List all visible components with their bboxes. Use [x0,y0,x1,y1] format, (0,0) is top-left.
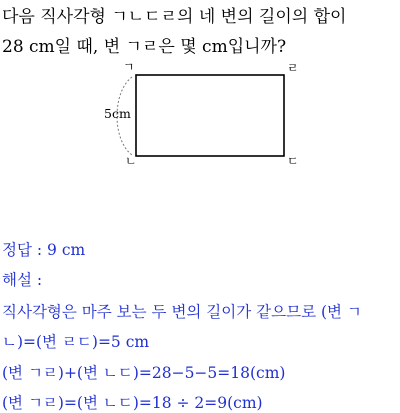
explanation-line-4: (변 ㄱㄹ)=(변 ㄴㄷ)=18 ÷ 2=9(cm) [2,394,263,412]
vertex-label-top-right: ㄹ [287,61,299,75]
explanation-line-1: 직사각형은 마주 보는 두 변의 길이가 같으므로 (변 ㄱ [2,303,362,321]
vertex-label-bottom-left: ㄴ [125,154,137,168]
question-line-1: 다음 직사각형 ㄱㄴㄷㄹ의 네 변의 길이의 합이 [2,7,347,27]
answer-label: 정답 : [2,241,43,259]
explanation-line-3: (변 ㄱㄹ)+(변 ㄴㄷ)=28−5−5=18(cm) [2,364,286,382]
answer-line [2,238,85,260]
vertex-label-bottom-right: ㄷ [287,154,299,168]
vertex-label-top-left: ㄱ [123,60,135,74]
rectangle-shape [136,75,284,156]
answer-value: 9 cm [47,241,86,259]
explanation-label: 해설 : [2,271,43,289]
explanation-line-2: ㄴ)=(변 ㄹㄷ)=5 cm [2,333,150,351]
side-length-label: 5cm [104,106,131,121]
question-line-2: 28 cm일 때, 변 ㄱㄹ은 몇 cm입니까? [2,37,287,57]
